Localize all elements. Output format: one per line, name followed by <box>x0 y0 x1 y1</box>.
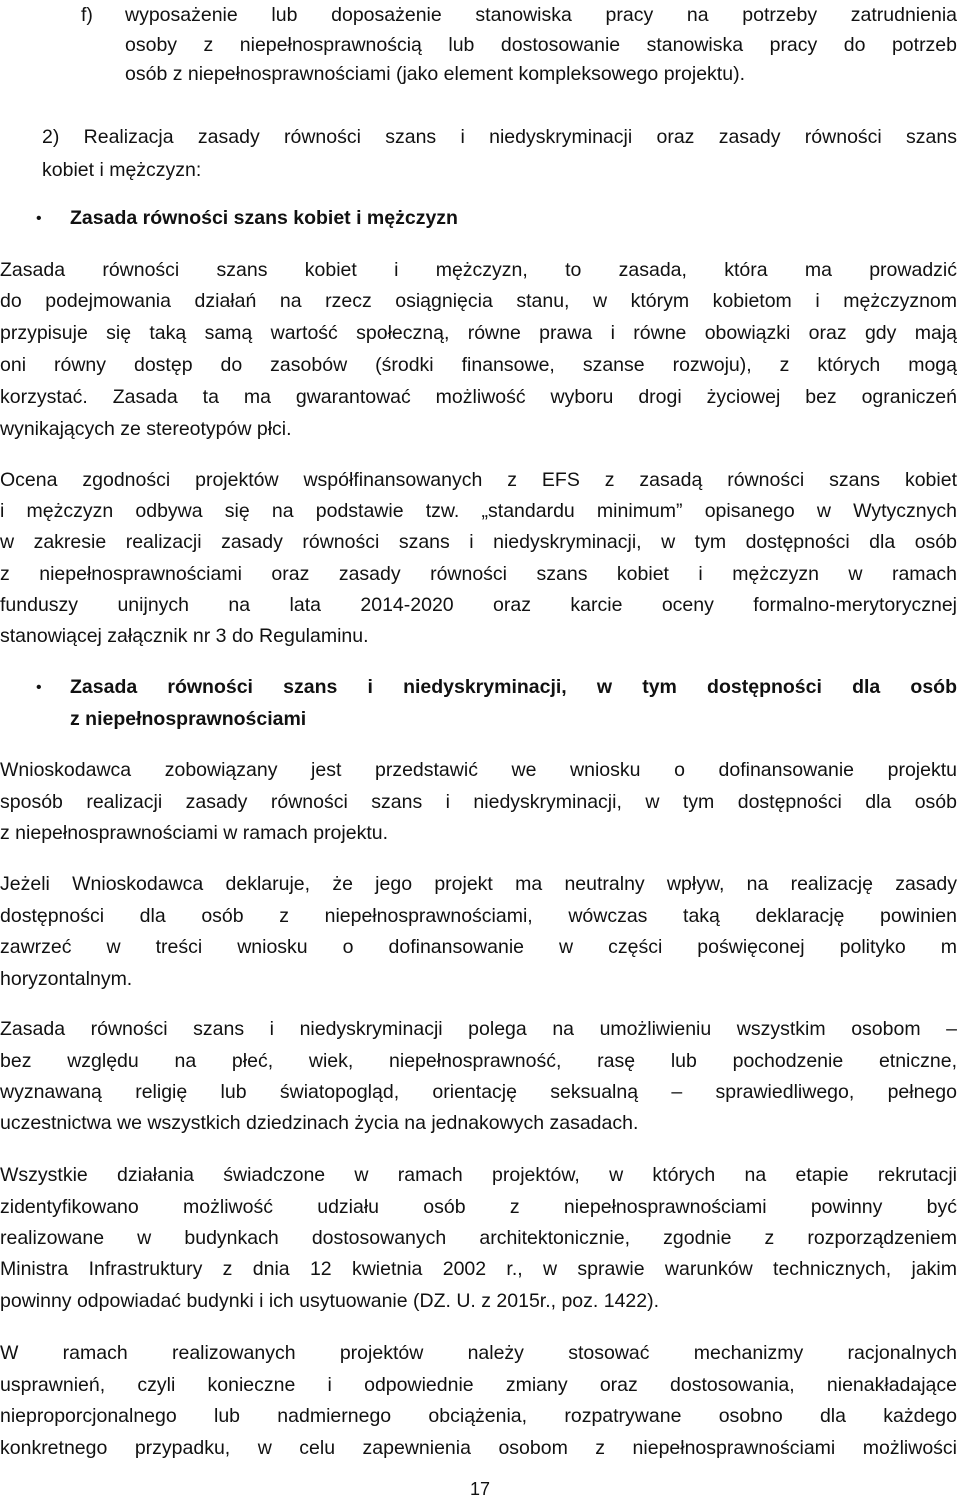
section-heading-nondiscrimination-line-2: z niepełnosprawnościami <box>70 708 307 730</box>
bullet-icon: • <box>36 210 42 227</box>
para-6-line-2: zidentyfikowano możliwość udziału osób z niepełnosprawnościami powinny być <box>0 1196 957 1218</box>
para-2-line-5: funduszy unijnych na lata 2014-2020 oraz karcie oceny formalno-merytorycznej <box>0 594 957 616</box>
para-1-line-4: oni równy dostęp do zasobów (środki finansowe, szanse rozwoju), z których mogą <box>0 354 957 376</box>
para-1-line-5: korzystać. Zasada ta ma gwarantować możliwość wyboru drogi życiowej bez ograniczeń <box>0 386 957 408</box>
item-2-line-2: kobiet i mężczyzn: <box>42 159 202 181</box>
para-2-line-6: stanowiącej załącznik nr 3 do Regulaminu. <box>0 625 369 647</box>
para-5-line-1: Zasada równości szans i niedyskryminacji polega na umożliwieniu wszystkim osobom – <box>0 1018 957 1040</box>
para-2-line-2: i mężczyzn odbywa się na podstawie tzw. „standardu minimum” opisanego w Wytycznych <box>0 500 957 522</box>
para-3-line-3: z niepełnosprawnościami w ramach projektu. <box>0 822 389 844</box>
list-marker-f: f) <box>81 4 93 26</box>
para-7-line-4: konkretnego przypadku, w celu zapewnienia osobom z niepełnosprawnościami możliwości <box>0 1437 957 1459</box>
para-6-line-5: powinny odpowiadać budynki i ich usytuowanie (DZ. U. z 2015r., poz. 1422). <box>0 1290 660 1312</box>
para-6-line-4: Ministra Infrastruktury z dnia 12 kwietnia 2002 r., w sprawie warunków technicznych, jakim <box>0 1258 957 1280</box>
para-5-line-2: bez względu na płeć, wiek, niepełnosprawność, rasę lub pochodzenie etniczne, <box>0 1050 957 1072</box>
para-5-line-3: wyznawaną religię lub światopogląd, orientację seksualną – sprawiedliwego, pełnego <box>0 1081 957 1103</box>
para-1-line-1: Zasada równości szans kobiet i mężczyzn, to zasada, która ma prowadzić <box>0 259 957 281</box>
bullet-icon: • <box>36 679 42 696</box>
item-f-line-1: wyposażenie lub doposażenie stanowiska pracy na potrzeby zatrudnienia <box>125 4 957 26</box>
para-2-line-4: z niepełnosprawnościami oraz zasady równości szans kobiet i mężczyzn w ramach <box>0 563 957 585</box>
section-heading-nondiscrimination-line-1: Zasada równości szans i niedyskryminacji, w tym dostępności dla osób <box>70 676 957 698</box>
para-4-line-4: horyzontalnym. <box>0 968 133 990</box>
para-7-line-2: usprawnień, czyli konieczne i odpowiednie zmiany oraz dostosowania, nienakładające <box>0 1374 957 1396</box>
para-5-line-4: uczestnictwa we wszystkich dziedzinach życia na jednakowych zasadach. <box>0 1112 639 1134</box>
item-2-line-1: 2) Realizacja zasady równości szans i niedyskryminacji oraz zasady równości szans <box>42 126 957 148</box>
para-2-line-1: Ocena zgodności projektów współfinansowanych z EFS z zasadą równości szans kobiet <box>0 469 957 491</box>
para-6-line-1: Wszystkie działania świadczone w ramach projektów, w których na etapie rekrutacji <box>0 1164 957 1186</box>
para-7-line-1: W ramach realizowanych projektów należy stosować mechanizmy racjonalnych <box>0 1342 957 1364</box>
para-7-line-3: nieproporcjonalnego lub nadmiernego obciążenia, rozpatrywane osobno dla każdego <box>0 1405 957 1427</box>
para-4-line-2: dostępności dla osób z niepełnosprawnościami, wówczas taką deklarację powinien <box>0 905 957 927</box>
para-3-line-2: sposób realizacji zasady równości szans i niedyskryminacji, w tym dostępności dla osób <box>0 791 957 813</box>
item-f-line-2: osoby z niepełnosprawnością lub dostosowanie stanowiska pracy do potrzeb <box>125 34 957 56</box>
para-4-line-3: zawrzeć w treści wniosku o dofinansowanie w części poświęconej polityko m <box>0 936 957 958</box>
para-1-line-6: wynikających ze stereotypów płci. <box>0 418 292 440</box>
para-4-line-1: Jeżeli Wnioskodawca deklaruje, że jego projekt ma neutralny wpływ, na realizację zasady <box>0 873 957 895</box>
section-heading-gender-equality: Zasada równości szans kobiet i mężczyzn <box>70 207 458 229</box>
item-f-line-3: osób z niepełnosprawnościami (jako element kompleksowego projektu). <box>125 63 745 85</box>
para-1-line-3: przypisuje się taką samą wartość społeczną, równe prawa i równe obowiązki oraz gdy mają <box>0 322 957 344</box>
para-3-line-1: Wnioskodawca zobowiązany jest przedstawić we wniosku o dofinansowanie projektu <box>0 759 957 781</box>
para-2-line-3: w zakresie realizacji zasady równości szans i niedyskryminacji, w tym dostępności dla osób <box>0 531 957 553</box>
para-1-line-2: do podejmowania działań na rzecz osiągnięcia stanu, w którym kobietom i mężczyznom <box>0 290 957 312</box>
page-number: 17 <box>469 1479 491 1499</box>
para-6-line-3: realizowane w budynkach dostosowanych architektonicznie, zgodnie z rozporządzeniem <box>0 1227 957 1249</box>
